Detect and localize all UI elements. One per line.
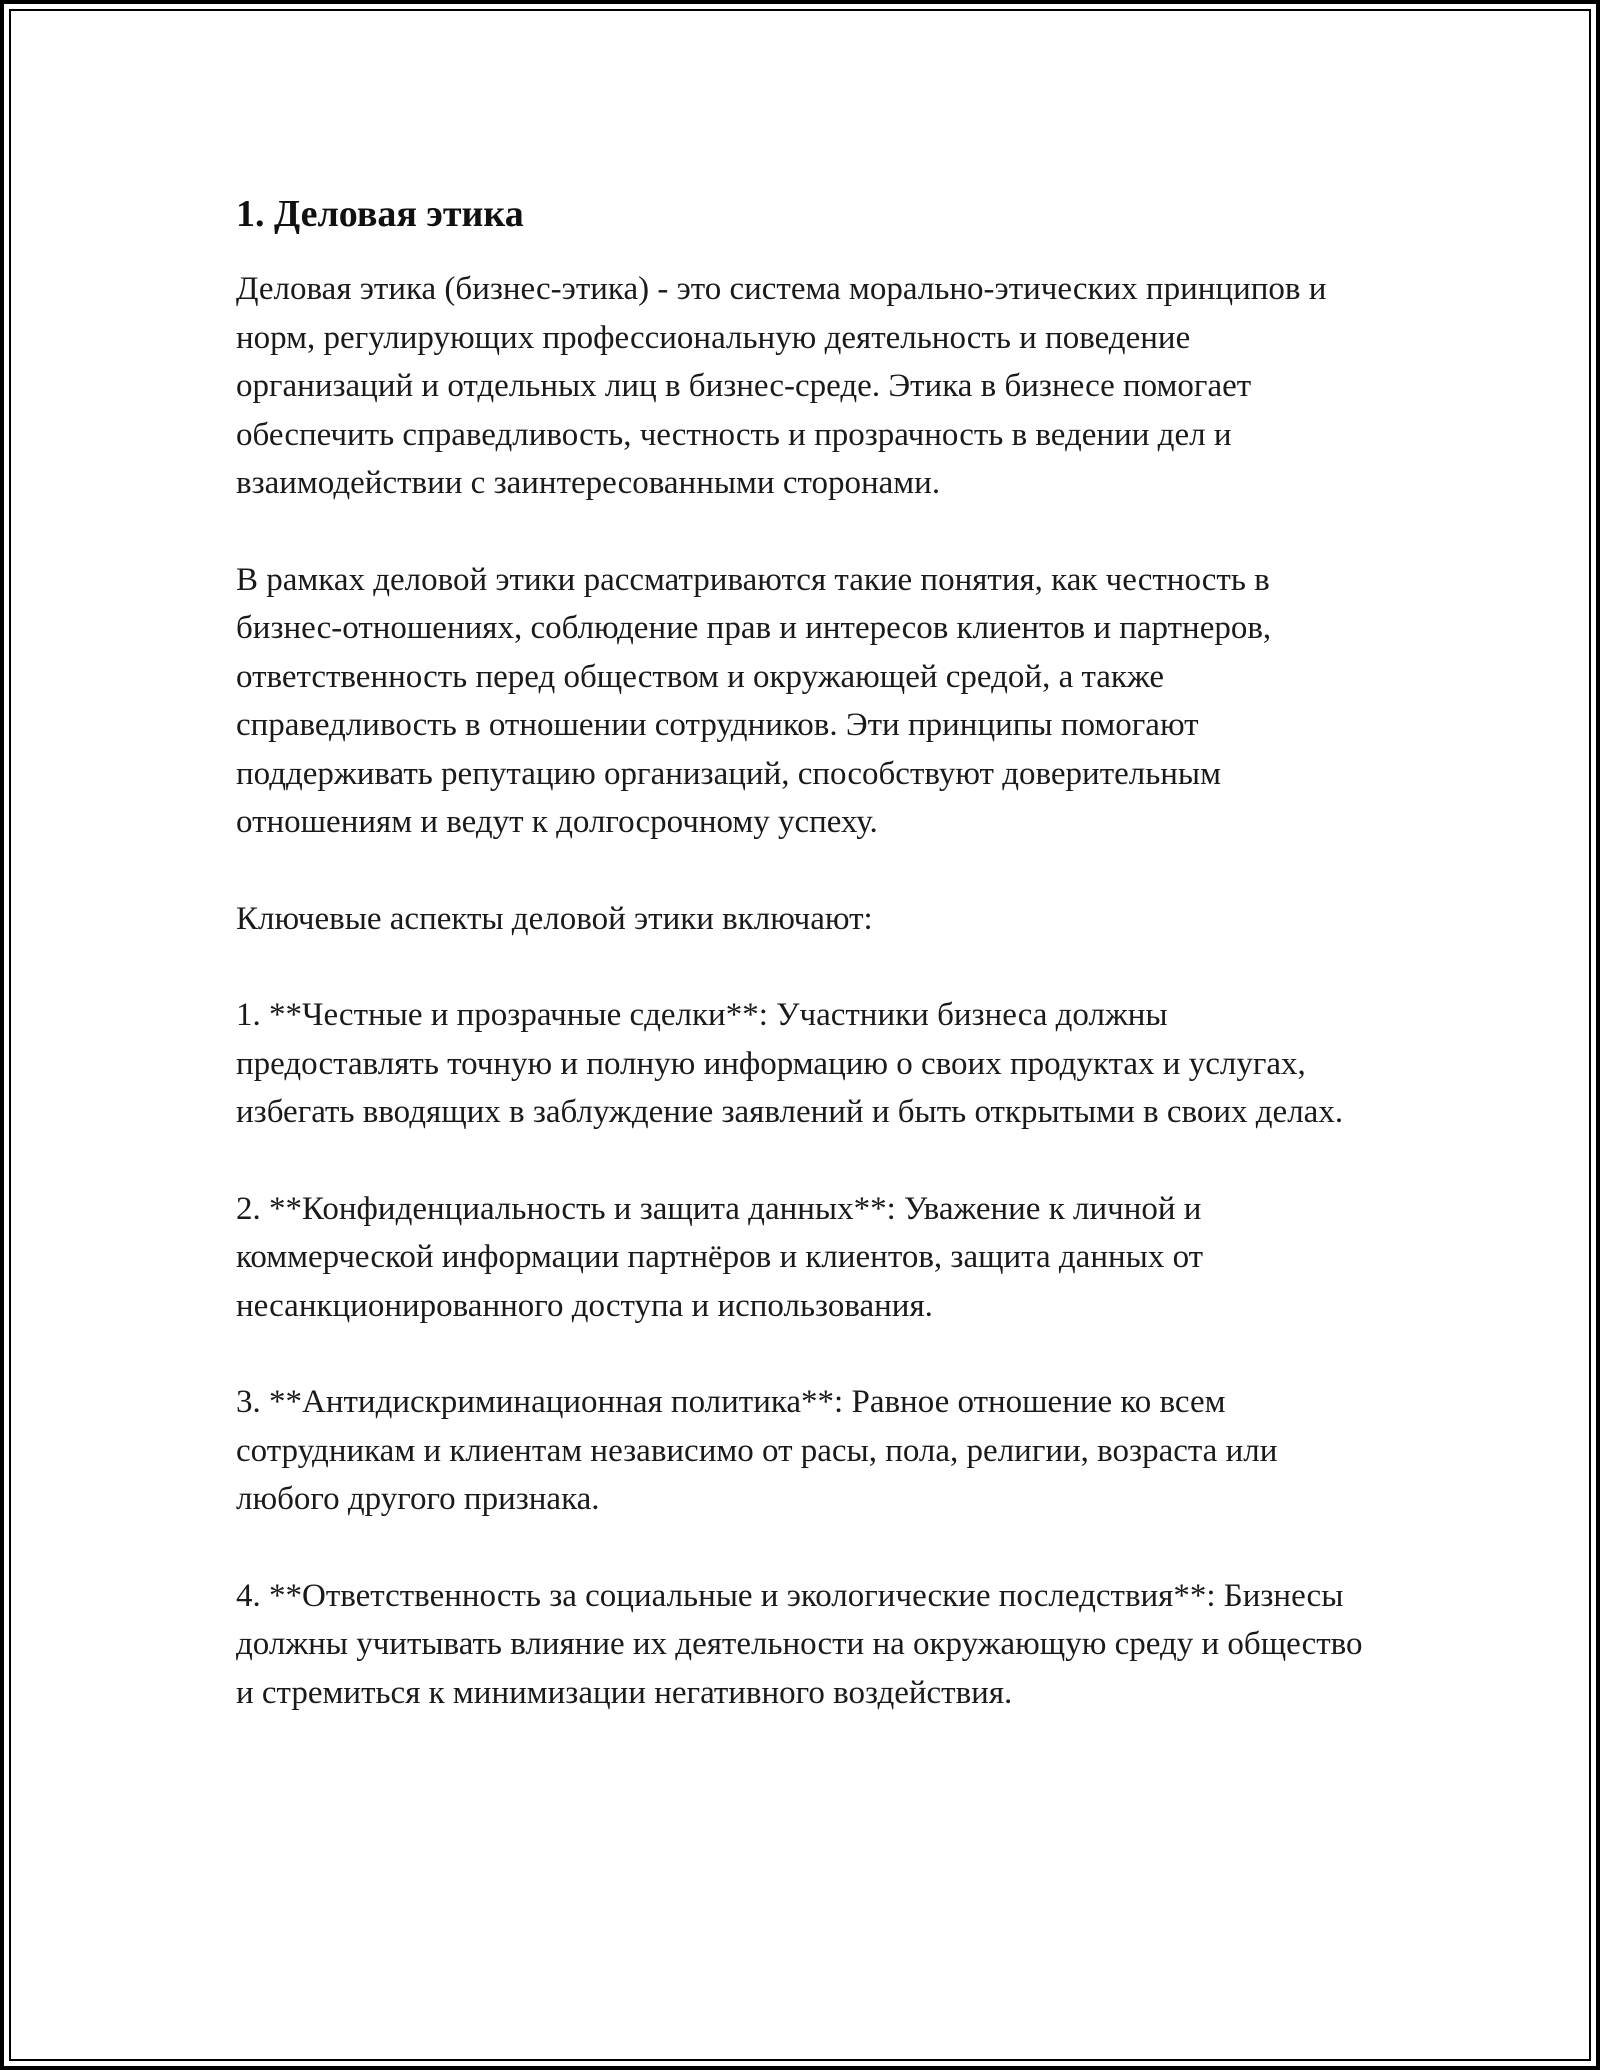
list-item-confidentiality: 2. **Конфиденциальность и защита данных**: Уважение к личной и коммерческой информации партнёров и клиентов, защита данных от несанкционированного доступа и использования. (236, 1190, 1204, 1324)
section-heading: 1. Деловая этика (236, 193, 524, 235)
list-item-honest-deals: 1. **Честные и прозрачные сделки**: Участники бизнеса должны предоставлять точную и полную информацию о своих продуктах и услугах, избегать вводящих в заблуждение заявлений и быть открытыми в своих делах. (236, 997, 1344, 1130)
paragraph-definition: Деловая этика (бизнес-этика) - это система морально-этических принципов и норм, регулирующих профессиональную деятельность и поведение организаций и отдельных лиц в бизнес-среде. Этика в бизнесе помогает обеспечить справедливость, честность и прозрачность в ведении дел и взаимодействии с заинтересованными сторонами. (236, 271, 1327, 501)
list-item-anti-discrimination: 3. **Антидискриминационная политика**: Равное отношение ко всем сотрудникам и клиентам независимо от расы, пола, религии, возраста или любого другого признака. (236, 1384, 1278, 1517)
list-item-social-responsibility: 4. **Ответственность за социальные и экологические последствия**: Бизнесы должны учитывать влияние их деятельности на окружающую среду и общество и стремиться к минимизации негативного воздействия. (236, 1577, 1363, 1711)
document-body (236, 185, 1371, 1765)
paragraph-scope: В рамках деловой этики рассматриваются такие понятия, как честность в бизнес-отношениях, соблюдение прав и интересов клиентов и партнеров, ответственность перед обществом и окружающей средой, а также справедливость в отношении сотрудников. Эти принципы помогают поддерживать репутацию организаций, способствуют доверительным отношениям и ведут к долгосрочному успеху. (236, 561, 1272, 840)
paragraph-key-aspects-intro: Ключевые аспекты деловой этики включают: (236, 900, 873, 937)
